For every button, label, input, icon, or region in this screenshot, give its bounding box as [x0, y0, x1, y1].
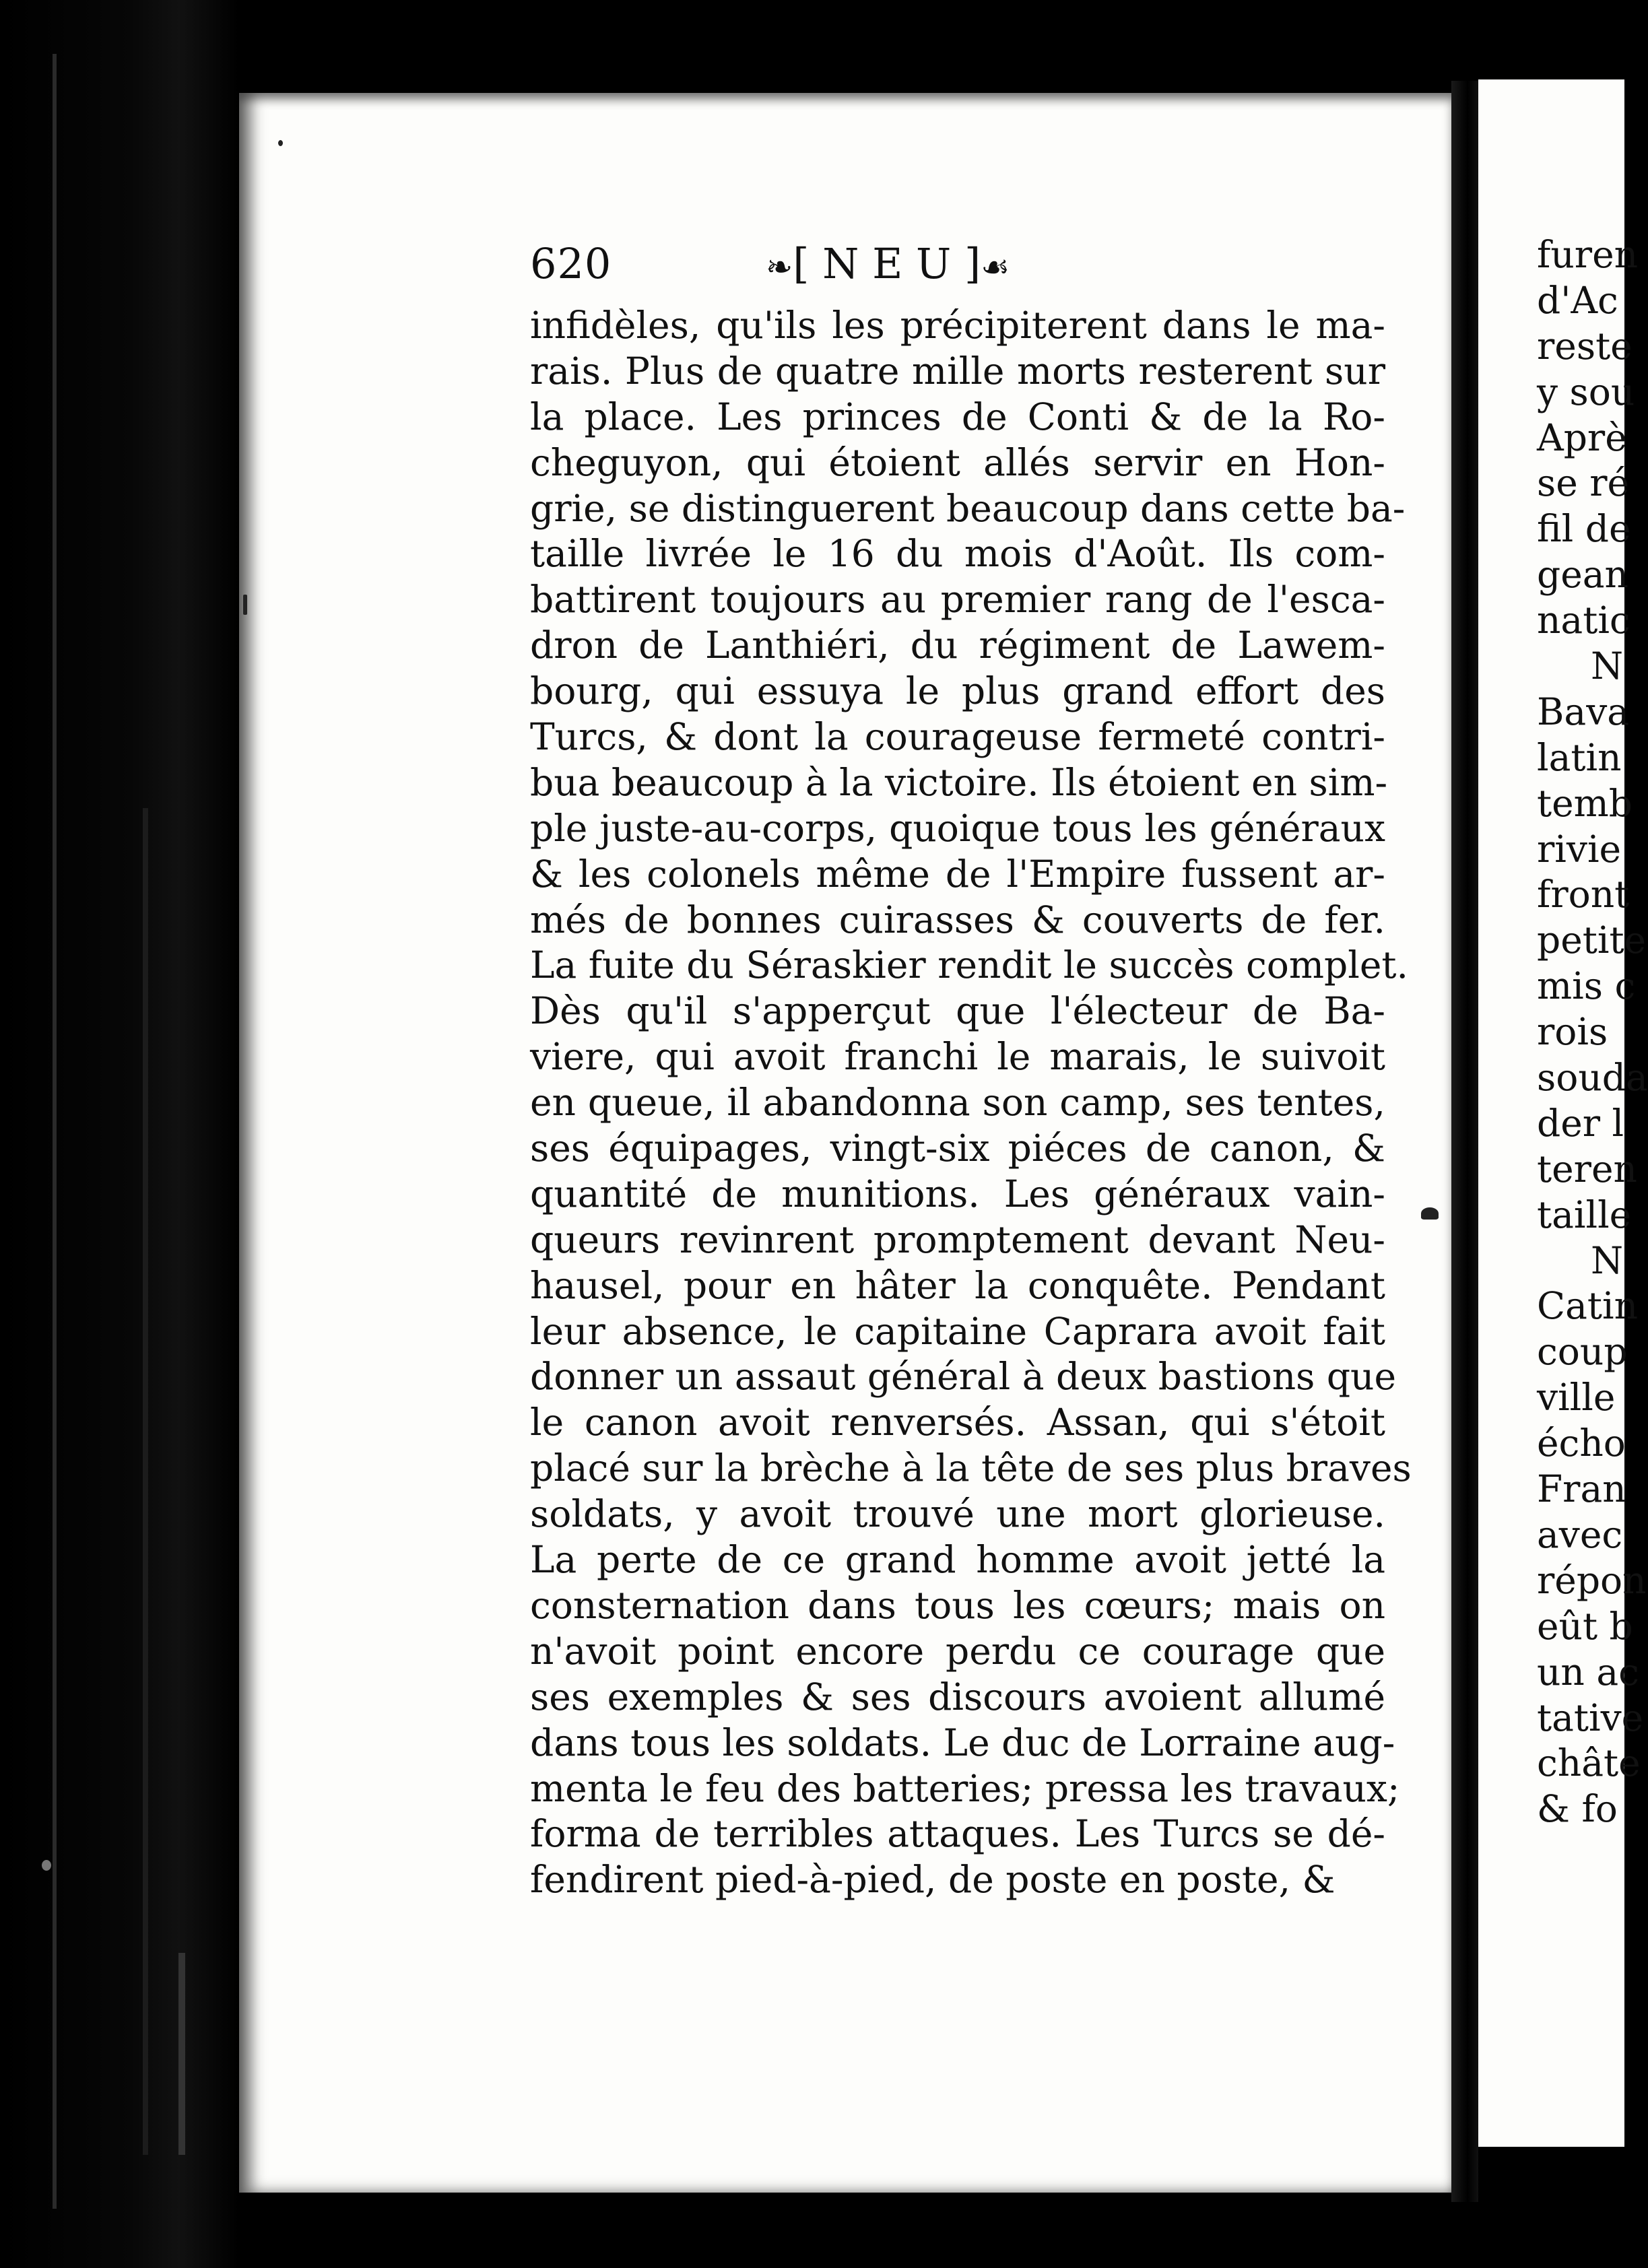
text-line: queurs revinrent promptement devant Neu- [530, 1218, 1385, 1261]
facing-text-fragment: mis c [1537, 964, 1636, 1008]
facing-text-fragment: coup [1537, 1330, 1628, 1374]
left-ornament-icon: ❧ [766, 248, 793, 286]
text-line: la place. Les princes de Conti & de la Ro- [530, 395, 1385, 438]
facing-text-fragment: y sou [1537, 370, 1635, 413]
text-line: Turcs, & dont la courageuse fermeté contri- [530, 715, 1385, 759]
text-line: en queue, il abandonna son camp, ses tentes, [530, 1081, 1385, 1125]
running-head [766, 237, 1010, 294]
facing-text-fragment: gean [1537, 553, 1628, 597]
facing-text-fragment: écho [1537, 1422, 1626, 1465]
book-gutter [1451, 81, 1478, 2202]
text-line: Dès qu'il s'apperçut que l'électeur de Ba- [530, 989, 1385, 1033]
page-header [530, 237, 1385, 298]
text-line: viere, qui avoit franchi le marais, le suivoit [530, 1035, 1385, 1079]
facing-text-fragment: d'Ac [1537, 278, 1618, 322]
facing-text-fragment: un ac [1537, 1650, 1639, 1694]
facing-text-fragment: se ré [1537, 461, 1630, 505]
edge-streak [178, 1953, 185, 2155]
right-ornament-icon: ☙ [981, 248, 1010, 286]
facing-page-text [1537, 232, 1648, 1832]
body-text [530, 303, 1412, 1903]
facing-text-fragment: taille [1537, 1193, 1632, 1236]
ink-blot [1421, 1207, 1439, 1220]
facing-text-fragment: eût b [1537, 1604, 1633, 1648]
text-line: menta le feu des batteries; pressa les travaux; [530, 1766, 1400, 1810]
facing-text-fragment: avec [1537, 1512, 1623, 1556]
text-line: La perte de ce grand homme avoit jetté la [530, 1538, 1385, 1582]
text-line: ses exemples & ses discours avoient allumé [530, 1675, 1385, 1719]
facing-text-fragment: Fran [1537, 1467, 1626, 1511]
text-line: ple juste-au-corps, quoique tous les généraux [530, 806, 1385, 850]
edge-streak [143, 808, 148, 2155]
text-line: taille livrée le 16 du mois d'Août. Ils com- [530, 532, 1385, 576]
text-line: quantité de munitions. Les généraux vain- [530, 1172, 1385, 1215]
facing-text-fragment: châte [1537, 1741, 1641, 1785]
facing-text-fragment: latin [1537, 735, 1622, 779]
facing-text-fragment: & fo [1537, 1787, 1618, 1831]
text-line: infidèles, qu'ils les précipiterent dans le ma- [530, 304, 1385, 347]
facing-text-fragment: der l [1537, 1101, 1624, 1145]
running-head-text: [ N E U ] [793, 239, 981, 288]
facing-text-fragment: fil de [1537, 507, 1631, 551]
text-line: donner un assaut général à deux bastions que [530, 1355, 1397, 1399]
facing-text-fragment: Bava [1537, 690, 1630, 733]
facing-text-fragment: furen [1537, 233, 1639, 276]
facing-text-fragment: Catin [1537, 1284, 1638, 1328]
text-line: bua beaucoup à la victoire. Ils étoient en sim- [530, 760, 1388, 804]
edge-streak [53, 54, 57, 2209]
facing-text-fragment: N [1591, 1238, 1624, 1282]
text-line: rais. Plus de quatre mille morts resterent sur [530, 349, 1385, 393]
text-line: La fuite du Séraskier rendit le succès complet. [530, 943, 1408, 987]
text-line: & les colonels même de l'Empire fussent ar- [530, 852, 1385, 896]
facing-text-fragment: rois [1537, 1010, 1608, 1054]
paper-speck [278, 140, 283, 146]
text-line: n'avoit point encore perdu ce courage que [530, 1629, 1385, 1673]
paper-speck [243, 595, 247, 615]
facing-text-fragment: répon [1537, 1558, 1647, 1602]
text-line: hausel, pour en hâter la conquête. Pendant [530, 1263, 1385, 1307]
page-number: 620 [530, 239, 612, 288]
facing-text-fragment: reste [1537, 324, 1633, 368]
text-line: cheguyon, qui étoient allés servir en Hon- [530, 440, 1385, 484]
facing-text-fragment: ville [1537, 1376, 1616, 1420]
text-line: més de bonnes cuirasses & couverts de fer. [530, 898, 1385, 941]
text-line: forma de terribles attaques. Les Turcs se dé- [530, 1812, 1385, 1856]
text-line: soldats, y avoit trouvé une mort glorieuse. [530, 1492, 1385, 1536]
text-line: battirent toujours au premier rang de l'esca- [530, 578, 1385, 622]
facing-text-fragment: petite [1537, 919, 1647, 962]
text-line: placé sur la brèche à la tête de ses plus braves [530, 1446, 1412, 1490]
facing-text-fragment: rivie [1537, 827, 1622, 871]
text-line: bourg, qui essuya le plus grand effort des [530, 669, 1385, 713]
facing-text-fragment: front [1537, 873, 1630, 916]
edge-blot [42, 1860, 51, 1871]
text-line: ses équipages, vingt-six piéces de canon, & [530, 1127, 1385, 1170]
text-line: dans tous les soldats. Le duc de Lorraine aug- [530, 1721, 1395, 1764]
text-line: consternation dans tous les cœurs; mais on [530, 1583, 1385, 1627]
facing-text-fragment: teren [1537, 1147, 1637, 1191]
text-line: grie, se distinguerent beaucoup dans cette ba- [530, 486, 1406, 530]
text-line: fendirent pied-à-pied, de poste en poste, & [530, 1858, 1336, 1902]
facing-text-fragment: tative [1537, 1696, 1644, 1739]
text-line: le canon avoit renversés. Assan, qui s'étoit [530, 1401, 1385, 1444]
facing-text-fragment: souda [1537, 1056, 1648, 1100]
text-line: dron de Lanthiéri, du régiment de Lawem- [530, 624, 1385, 667]
facing-text-fragment: temb [1537, 781, 1633, 825]
facing-text-fragment: natic [1537, 599, 1630, 642]
facing-text-fragment: Aprè [1537, 415, 1627, 459]
facing-text-fragment: N [1591, 644, 1624, 688]
book-edge-shadow [0, 0, 239, 2268]
text-line: leur absence, le capitaine Caprara avoit fait [530, 1309, 1385, 1353]
